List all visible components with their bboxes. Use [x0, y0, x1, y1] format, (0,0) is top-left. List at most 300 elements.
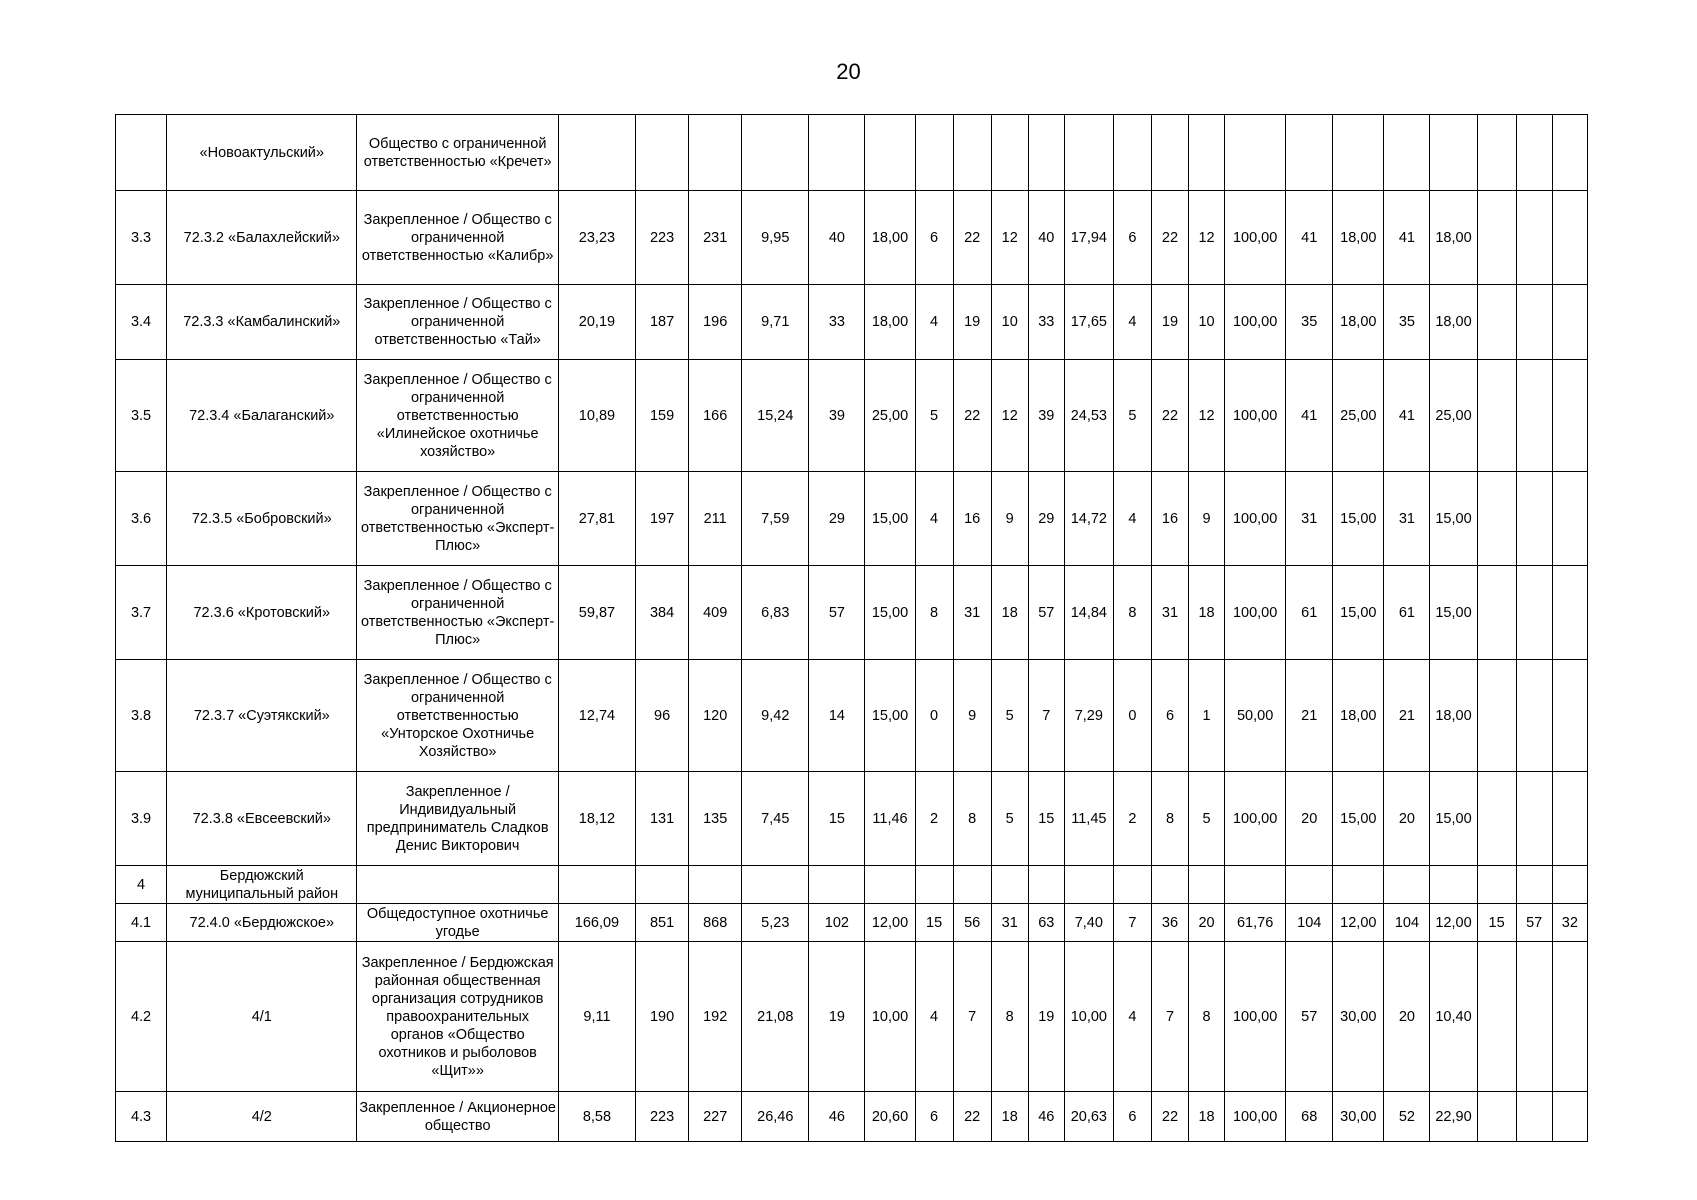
value-cell: 36 — [1151, 904, 1188, 942]
value-cell: 9,42 — [742, 660, 809, 772]
value-cell: 18,00 — [865, 191, 915, 285]
value-cell: 100,00 — [1225, 472, 1286, 566]
row-number-cell: 4 — [116, 866, 167, 904]
value-cell: 100,00 — [1225, 1092, 1286, 1142]
row-number-cell: 3.5 — [116, 360, 167, 472]
value-cell: 15,00 — [865, 660, 915, 772]
value-cell: 102 — [809, 904, 865, 942]
value-cell: 4 — [1113, 472, 1151, 566]
value-cell: 8 — [991, 942, 1028, 1092]
row-number-cell: 3.8 — [116, 660, 167, 772]
value-cell — [1516, 360, 1552, 472]
value-cell — [1151, 866, 1188, 904]
value-cell: 52 — [1384, 1092, 1430, 1142]
value-cell — [1477, 942, 1516, 1092]
value-cell: 35 — [1286, 285, 1333, 360]
value-cell: 6 — [915, 191, 953, 285]
value-cell: 12,74 — [558, 660, 635, 772]
value-cell — [1477, 191, 1516, 285]
value-cell: 31 — [953, 566, 991, 660]
user-category-cell: Закрепленное / Общество с ограниченной ответственностью «Унторское Охотничье Хозяйство» — [357, 660, 558, 772]
value-cell — [915, 115, 953, 191]
value-cell: 12 — [1189, 191, 1225, 285]
value-cell: 61 — [1286, 566, 1333, 660]
value-cell: 18 — [991, 566, 1028, 660]
table-row — [116, 942, 1588, 1092]
user-category-cell: Общество с ограниченной ответственностью «Кречет» — [357, 115, 558, 191]
value-cell: 20 — [1286, 772, 1333, 866]
value-cell — [915, 866, 953, 904]
value-cell: 30,00 — [1333, 1092, 1384, 1142]
value-cell: 40 — [809, 191, 865, 285]
value-cell: 5 — [1189, 772, 1225, 866]
value-cell: 8,58 — [558, 1092, 635, 1142]
value-cell: 211 — [689, 472, 742, 566]
value-cell — [1477, 472, 1516, 566]
value-cell: 17,65 — [1064, 285, 1113, 360]
value-cell — [1028, 866, 1064, 904]
value-cell: 63 — [1028, 904, 1064, 942]
user-category-cell — [357, 866, 558, 904]
value-cell: 5 — [1113, 360, 1151, 472]
value-cell — [1516, 866, 1552, 904]
value-cell — [1028, 115, 1064, 191]
value-cell: 96 — [636, 660, 689, 772]
value-cell: 15,00 — [1333, 772, 1384, 866]
value-cell: 9 — [953, 660, 991, 772]
ground-name-cell: 72.3.5 «Бобровский» — [167, 472, 357, 566]
value-cell: 7 — [1113, 904, 1151, 942]
value-cell: 190 — [636, 942, 689, 1092]
value-cell — [1064, 866, 1113, 904]
value-cell: 10,89 — [558, 360, 635, 472]
value-cell — [636, 866, 689, 904]
value-cell: 19 — [1028, 942, 1064, 1092]
value-cell — [1225, 115, 1286, 191]
value-cell: 9,95 — [742, 191, 809, 285]
table-row — [116, 360, 1588, 472]
value-cell: 100,00 — [1225, 360, 1286, 472]
value-cell: 4 — [915, 285, 953, 360]
value-cell: 22,90 — [1430, 1092, 1477, 1142]
value-cell: 30,00 — [1333, 942, 1384, 1092]
value-cell — [1151, 115, 1188, 191]
user-category-cell: Закрепленное / Общество с ограниченной ответственностью «Эксперт-Плюс» — [357, 566, 558, 660]
value-cell: 10 — [991, 285, 1028, 360]
value-cell: 29 — [809, 472, 865, 566]
user-category-cell: Общедоступное охотничье угодье — [357, 904, 558, 942]
value-cell — [1552, 115, 1587, 191]
value-cell: 4 — [915, 472, 953, 566]
value-cell: 14,84 — [1064, 566, 1113, 660]
ground-name-cell: 72.3.2 «Балахлейский» — [167, 191, 357, 285]
value-cell: 8 — [1113, 566, 1151, 660]
user-category-cell: Закрепленное / Индивидуальный предприниматель Сладков Денис Викторович — [357, 772, 558, 866]
value-cell — [1064, 115, 1113, 191]
value-cell: 12,00 — [865, 904, 915, 942]
value-cell — [1477, 866, 1516, 904]
value-cell: 50,00 — [1225, 660, 1286, 772]
user-category-cell: Закрепленное / Общество с ограниченной ответственностью «Эксперт-Плюс» — [357, 472, 558, 566]
value-cell: 19 — [1151, 285, 1188, 360]
value-cell: 16 — [953, 472, 991, 566]
value-cell: 8 — [1151, 772, 1188, 866]
table-row — [116, 285, 1588, 360]
value-cell: 24,53 — [1064, 360, 1113, 472]
value-cell — [742, 866, 809, 904]
ground-name-cell: 72.3.8 «Евсеевский» — [167, 772, 357, 866]
value-cell: 57 — [809, 566, 865, 660]
value-cell: 18 — [1189, 566, 1225, 660]
value-cell — [1516, 772, 1552, 866]
value-cell: 223 — [636, 191, 689, 285]
value-cell: 9 — [1189, 472, 1225, 566]
value-cell — [1430, 115, 1477, 191]
value-cell: 7,59 — [742, 472, 809, 566]
value-cell: 40 — [1028, 191, 1064, 285]
value-cell: 18,00 — [1333, 285, 1384, 360]
value-cell: 46 — [1028, 1092, 1064, 1142]
value-cell: 31 — [1384, 472, 1430, 566]
hunting-grounds-table — [115, 114, 1588, 1142]
value-cell: 15 — [1028, 772, 1064, 866]
value-cell: 0 — [1113, 660, 1151, 772]
value-cell — [1477, 566, 1516, 660]
ground-name-cell: 72.4.0 «Бердюжское» — [167, 904, 357, 942]
value-cell — [689, 866, 742, 904]
table-row — [116, 866, 1588, 904]
value-cell: 18,00 — [1430, 660, 1477, 772]
table-row — [116, 772, 1588, 866]
value-cell: 15 — [809, 772, 865, 866]
value-cell: 120 — [689, 660, 742, 772]
value-cell: 18,00 — [1333, 660, 1384, 772]
value-cell: 39 — [1028, 360, 1064, 472]
value-cell: 14,72 — [1064, 472, 1113, 566]
value-cell: 18 — [991, 1092, 1028, 1142]
value-cell — [953, 866, 991, 904]
value-cell: 2 — [915, 772, 953, 866]
table-row — [116, 904, 1588, 942]
value-cell: 68 — [1286, 1092, 1333, 1142]
value-cell: 61,76 — [1225, 904, 1286, 942]
value-cell: 15,24 — [742, 360, 809, 472]
value-cell: 18,00 — [1333, 191, 1384, 285]
value-cell: 20,19 — [558, 285, 635, 360]
value-cell: 100,00 — [1225, 942, 1286, 1092]
value-cell — [1552, 942, 1587, 1092]
value-cell — [1516, 191, 1552, 285]
value-cell: 19 — [809, 942, 865, 1092]
value-cell — [1477, 115, 1516, 191]
row-number-cell: 4.1 — [116, 904, 167, 942]
value-cell: 18,00 — [1430, 191, 1477, 285]
value-cell: 8 — [1189, 942, 1225, 1092]
value-cell: 15,00 — [865, 472, 915, 566]
value-cell: 131 — [636, 772, 689, 866]
value-cell: 9 — [991, 472, 1028, 566]
value-cell: 4 — [1113, 285, 1151, 360]
value-cell: 187 — [636, 285, 689, 360]
value-cell — [865, 866, 915, 904]
value-cell — [1225, 866, 1286, 904]
value-cell: 166,09 — [558, 904, 635, 942]
value-cell: 7 — [953, 942, 991, 1092]
value-cell: 41 — [1384, 360, 1430, 472]
value-cell: 6 — [915, 1092, 953, 1142]
value-cell: 11,46 — [865, 772, 915, 866]
value-cell: 5,23 — [742, 904, 809, 942]
value-cell: 12,00 — [1333, 904, 1384, 942]
value-cell: 14 — [809, 660, 865, 772]
value-cell — [636, 115, 689, 191]
value-cell: 21,08 — [742, 942, 809, 1092]
user-category-cell: Закрепленное / Общество с ограниченной ответственностью «Илинейское охотничье хозяйство» — [357, 360, 558, 472]
value-cell: 8 — [915, 566, 953, 660]
value-cell: 20,60 — [865, 1092, 915, 1142]
value-cell: 12 — [991, 191, 1028, 285]
table-row — [116, 472, 1588, 566]
row-number-cell: 3.4 — [116, 285, 167, 360]
value-cell: 159 — [636, 360, 689, 472]
value-cell: 57 — [1028, 566, 1064, 660]
user-category-cell: Закрепленное / Акционерное общество — [357, 1092, 558, 1142]
page-number: 20 — [836, 59, 861, 84]
value-cell: 23,23 — [558, 191, 635, 285]
value-cell — [1286, 115, 1333, 191]
value-cell: 166 — [689, 360, 742, 472]
value-cell: 32 — [1552, 904, 1587, 942]
value-cell: 223 — [636, 1092, 689, 1142]
ground-name-cell: 4/1 — [167, 942, 357, 1092]
value-cell — [1477, 772, 1516, 866]
value-cell: 8 — [953, 772, 991, 866]
value-cell — [1477, 285, 1516, 360]
value-cell — [742, 115, 809, 191]
value-cell: 17,94 — [1064, 191, 1113, 285]
value-cell: 57 — [1286, 942, 1333, 1092]
ground-name-cell: 72.3.4 «Балаганский» — [167, 360, 357, 472]
value-cell — [1113, 115, 1151, 191]
row-number-cell: 4.2 — [116, 942, 167, 1092]
table-row — [116, 1092, 1588, 1142]
value-cell — [1552, 472, 1587, 566]
value-cell: 18 — [1189, 1092, 1225, 1142]
value-cell: 6 — [1113, 191, 1151, 285]
value-cell: 22 — [1151, 1092, 1188, 1142]
value-cell: 9,71 — [742, 285, 809, 360]
value-cell — [1384, 115, 1430, 191]
value-cell: 26,46 — [742, 1092, 809, 1142]
value-cell: 1 — [1189, 660, 1225, 772]
ground-name-cell: 72.3.3 «Камбалинский» — [167, 285, 357, 360]
value-cell: 56 — [953, 904, 991, 942]
value-cell: 22 — [953, 191, 991, 285]
table-row — [116, 191, 1588, 285]
value-cell: 5 — [991, 660, 1028, 772]
value-cell: 5 — [991, 772, 1028, 866]
value-cell: 41 — [1286, 191, 1333, 285]
value-cell — [1189, 115, 1225, 191]
value-cell: 15,00 — [1333, 472, 1384, 566]
value-cell: 104 — [1286, 904, 1333, 942]
value-cell — [1286, 866, 1333, 904]
value-cell: 22 — [1151, 191, 1188, 285]
row-number-cell: 3.7 — [116, 566, 167, 660]
value-cell — [1552, 285, 1587, 360]
value-cell: 31 — [991, 904, 1028, 942]
value-cell: 10,00 — [1064, 942, 1113, 1092]
value-cell — [1477, 660, 1516, 772]
value-cell — [1189, 866, 1225, 904]
value-cell: 15,00 — [865, 566, 915, 660]
value-cell: 6 — [1113, 1092, 1151, 1142]
value-cell: 10,40 — [1430, 942, 1477, 1092]
value-cell — [689, 115, 742, 191]
value-cell: 21 — [1384, 660, 1430, 772]
value-cell: 12 — [991, 360, 1028, 472]
value-cell: 197 — [636, 472, 689, 566]
value-cell: 12,00 — [1430, 904, 1477, 942]
value-cell: 20,63 — [1064, 1092, 1113, 1142]
value-cell — [1333, 866, 1384, 904]
value-cell: 18,12 — [558, 772, 635, 866]
value-cell: 12 — [1189, 360, 1225, 472]
value-cell: 22 — [1151, 360, 1188, 472]
value-cell — [1516, 942, 1552, 1092]
value-cell — [1552, 772, 1587, 866]
value-cell: 7,45 — [742, 772, 809, 866]
value-cell: 192 — [689, 942, 742, 1092]
value-cell: 15,00 — [1333, 566, 1384, 660]
ground-name-cell: 72.3.6 «Кротовский» — [167, 566, 357, 660]
value-cell: 61 — [1384, 566, 1430, 660]
value-cell: 196 — [689, 285, 742, 360]
ground-name-cell: 4/2 — [167, 1092, 357, 1142]
value-cell: 22 — [953, 360, 991, 472]
table-row — [116, 660, 1588, 772]
value-cell: 59,87 — [558, 566, 635, 660]
table-row — [116, 115, 1588, 191]
value-cell: 31 — [1286, 472, 1333, 566]
table-row — [116, 566, 1588, 660]
value-cell: 384 — [636, 566, 689, 660]
value-cell — [1516, 285, 1552, 360]
value-cell — [1516, 472, 1552, 566]
value-cell: 27,81 — [558, 472, 635, 566]
value-cell — [1552, 566, 1587, 660]
value-cell — [558, 866, 635, 904]
value-cell: 4 — [915, 942, 953, 1092]
value-cell: 19 — [953, 285, 991, 360]
value-cell: 104 — [1384, 904, 1430, 942]
value-cell: 20 — [1189, 904, 1225, 942]
value-cell: 29 — [1028, 472, 1064, 566]
user-category-cell: Закрепленное / Бердюжская районная общественная организация сотрудников правоохранительных органов «Общество охотников и рыболовов «Щит»» — [357, 942, 558, 1092]
value-cell: 10 — [1189, 285, 1225, 360]
value-cell: 20 — [1384, 772, 1430, 866]
value-cell — [1552, 866, 1587, 904]
value-cell — [558, 115, 635, 191]
value-cell: 18,00 — [865, 285, 915, 360]
value-cell: 227 — [689, 1092, 742, 1142]
value-cell — [1430, 866, 1477, 904]
user-category-cell: Закрепленное / Общество с ограниченной ответственностью «Тай» — [357, 285, 558, 360]
value-cell — [1333, 115, 1384, 191]
row-number-cell: 3.9 — [116, 772, 167, 866]
value-cell: 25,00 — [865, 360, 915, 472]
value-cell: 5 — [915, 360, 953, 472]
value-cell — [991, 115, 1028, 191]
value-cell: 15,00 — [1430, 566, 1477, 660]
value-cell: 7 — [1028, 660, 1064, 772]
value-cell: 868 — [689, 904, 742, 942]
value-cell: 20 — [1384, 942, 1430, 1092]
value-cell: 39 — [809, 360, 865, 472]
value-cell — [1552, 1092, 1587, 1142]
value-cell: 135 — [689, 772, 742, 866]
value-cell: 21 — [1286, 660, 1333, 772]
value-cell: 7,29 — [1064, 660, 1113, 772]
value-cell — [1516, 566, 1552, 660]
ground-name-cell: «Новоактульский» — [167, 115, 357, 191]
value-cell: 16 — [1151, 472, 1188, 566]
value-cell: 9,11 — [558, 942, 635, 1092]
value-cell: 231 — [689, 191, 742, 285]
value-cell: 22 — [953, 1092, 991, 1142]
value-cell — [1477, 360, 1516, 472]
value-cell: 31 — [1151, 566, 1188, 660]
value-cell — [809, 866, 865, 904]
value-cell: 6 — [1151, 660, 1188, 772]
value-cell: 25,00 — [1430, 360, 1477, 472]
value-cell: 25,00 — [1333, 360, 1384, 472]
value-cell: 11,45 — [1064, 772, 1113, 866]
value-cell: 409 — [689, 566, 742, 660]
value-cell: 100,00 — [1225, 285, 1286, 360]
value-cell: 33 — [1028, 285, 1064, 360]
value-cell: 7,40 — [1064, 904, 1113, 942]
ground-name-cell: Бердюжский муниципальный район — [167, 866, 357, 904]
value-cell: 100,00 — [1225, 772, 1286, 866]
value-cell: 41 — [1384, 191, 1430, 285]
value-cell — [1552, 191, 1587, 285]
value-cell: 15,00 — [1430, 772, 1477, 866]
ground-name-cell: 72.3.7 «Суэтякский» — [167, 660, 357, 772]
value-cell: 15 — [915, 904, 953, 942]
value-cell — [1477, 1092, 1516, 1142]
value-cell — [991, 866, 1028, 904]
value-cell — [953, 115, 991, 191]
value-cell: 57 — [1516, 904, 1552, 942]
value-cell: 33 — [809, 285, 865, 360]
value-cell — [1113, 866, 1151, 904]
value-cell — [1516, 660, 1552, 772]
row-number-cell: 3.3 — [116, 191, 167, 285]
user-category-cell: Закрепленное / Общество с ограниченной ответственностью «Калибр» — [357, 191, 558, 285]
value-cell: 100,00 — [1225, 566, 1286, 660]
value-cell — [865, 115, 915, 191]
row-number-cell: 4.3 — [116, 1092, 167, 1142]
value-cell: 18,00 — [1430, 285, 1477, 360]
value-cell: 4 — [1113, 942, 1151, 1092]
value-cell — [1552, 360, 1587, 472]
value-cell — [1552, 660, 1587, 772]
value-cell: 7 — [1151, 942, 1188, 1092]
value-cell: 100,00 — [1225, 191, 1286, 285]
value-cell: 46 — [809, 1092, 865, 1142]
row-number-cell — [116, 115, 167, 191]
